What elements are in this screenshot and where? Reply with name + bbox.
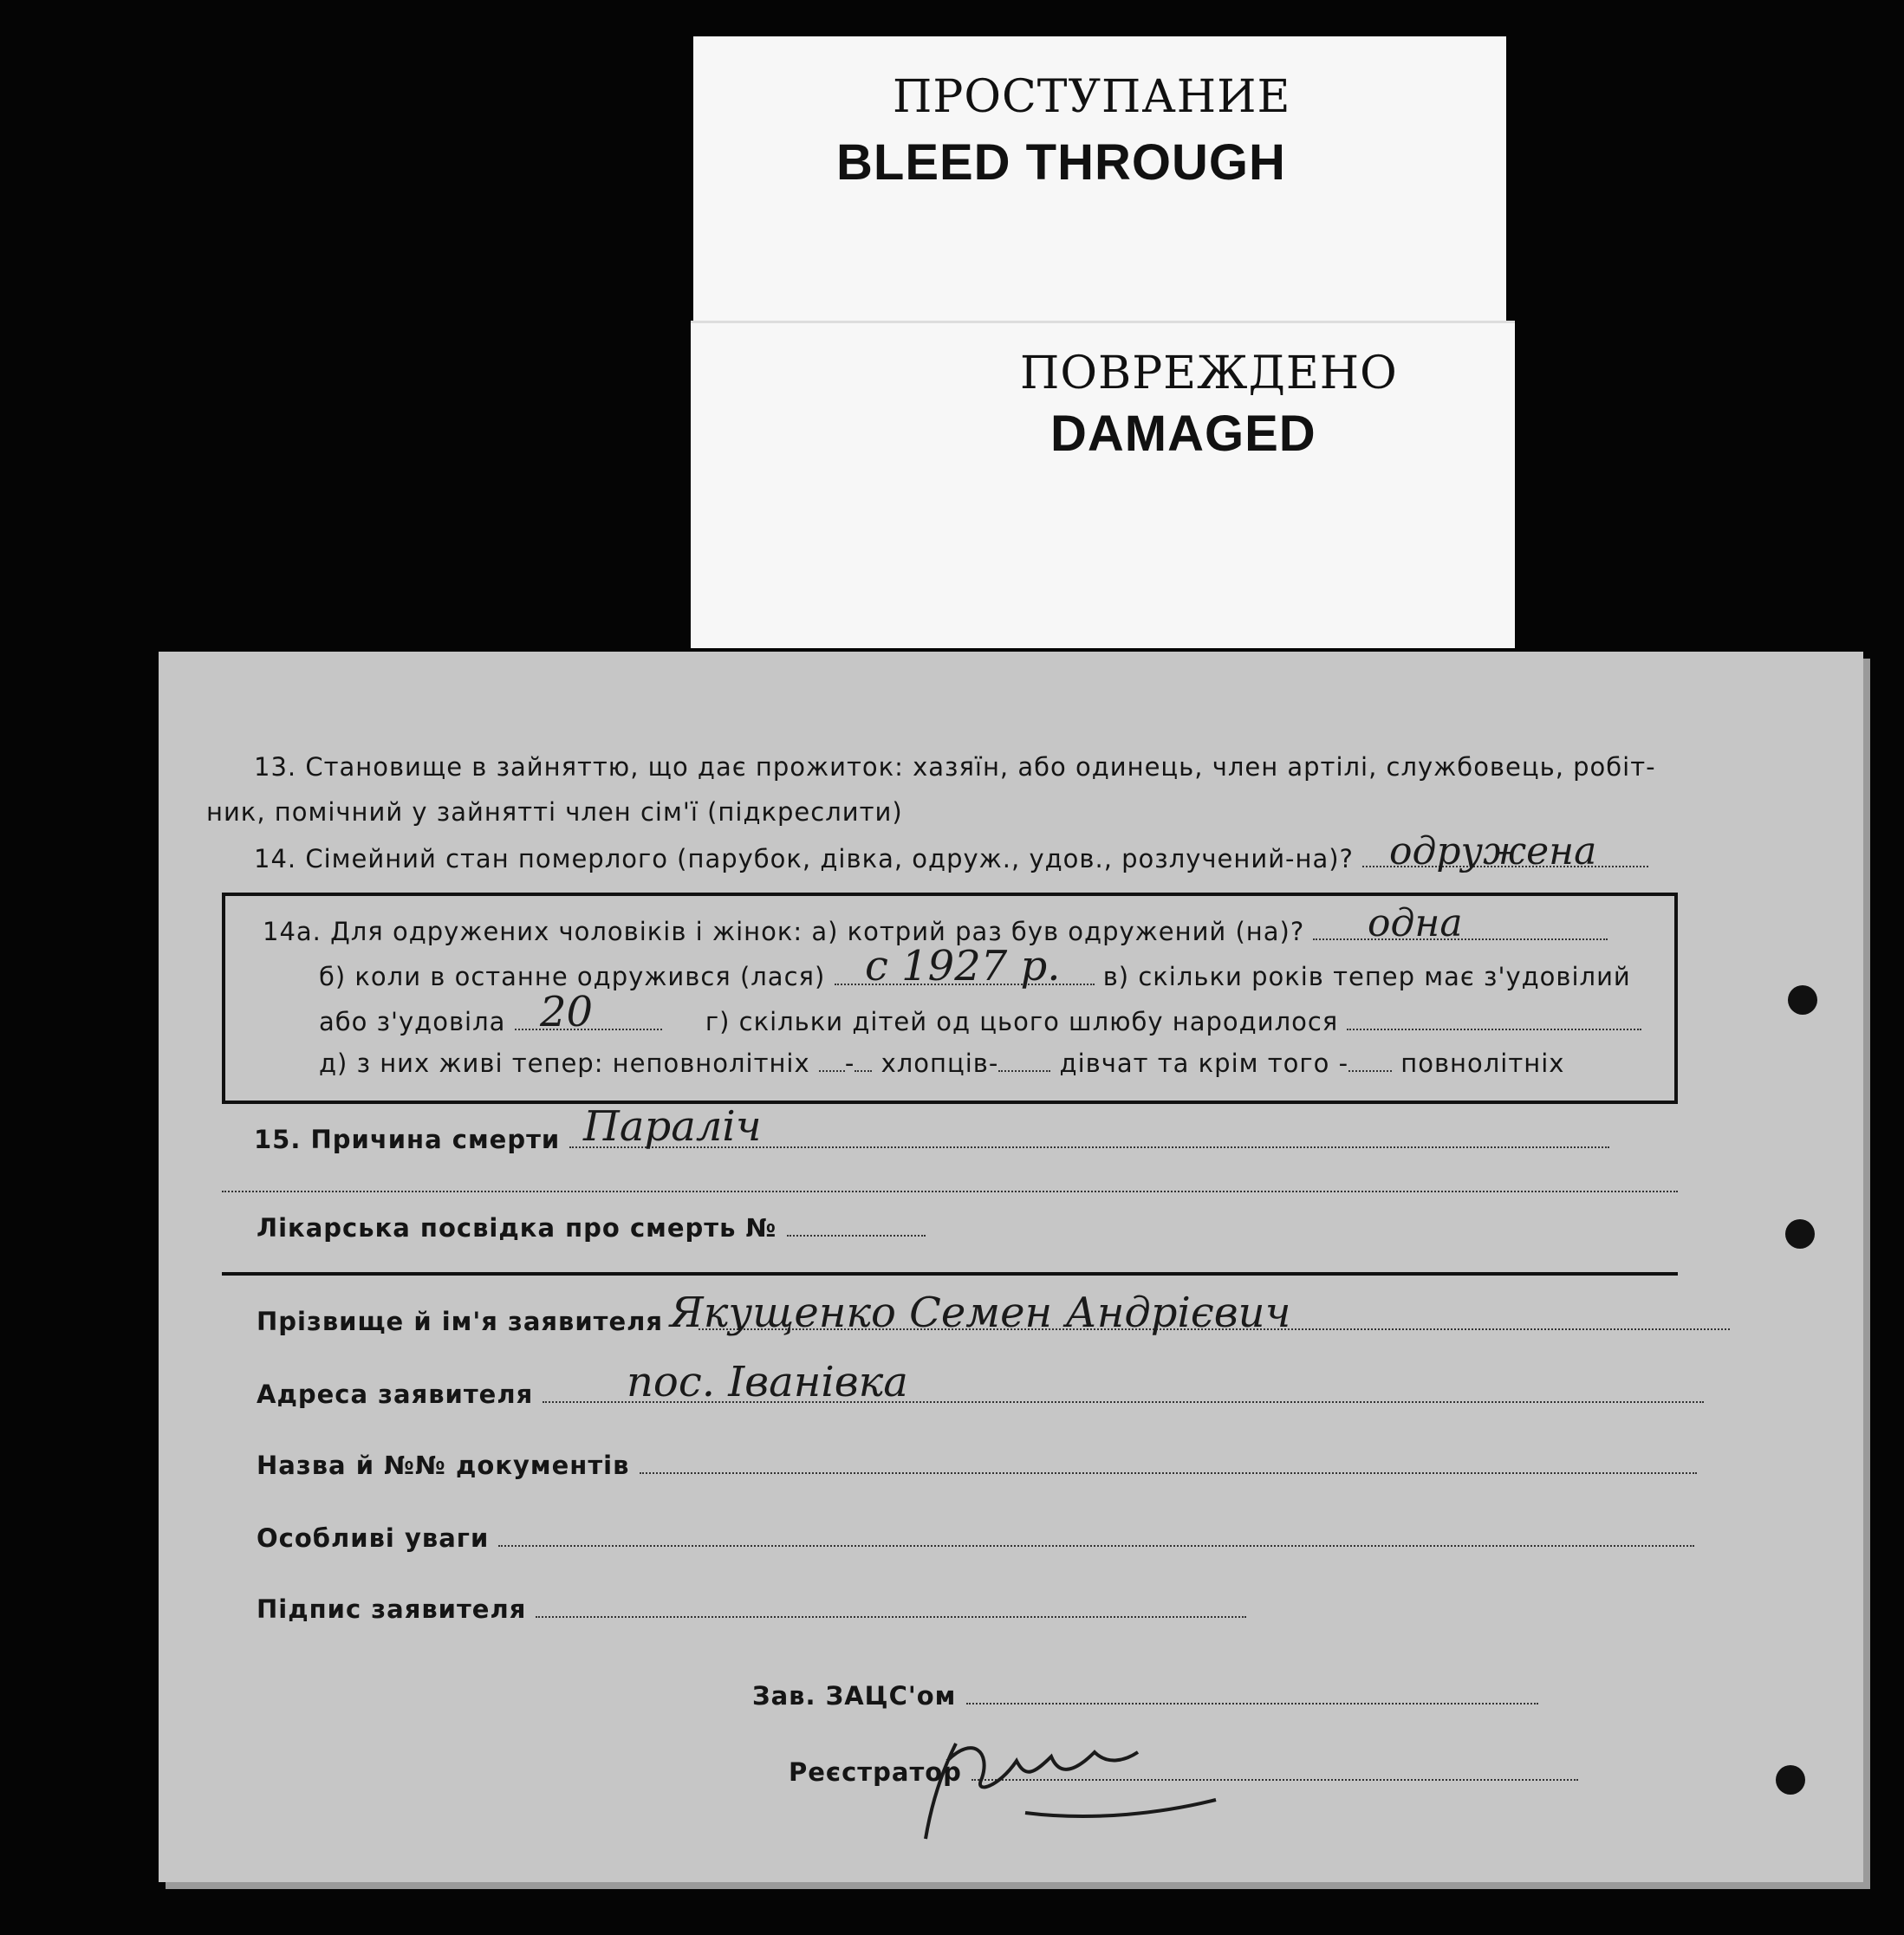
head-label: Зав. ЗАЦС'ом <box>752 1681 957 1711</box>
remarks-field <box>498 1526 1694 1547</box>
q14a-girls: дівчат та крім того <box>1059 1049 1330 1078</box>
bleed-through-ru: ПРОСТУПАНИЕ <box>893 71 1291 123</box>
q14a-value-a: одна <box>1368 901 1463 945</box>
q14a-boys: хлопців <box>881 1049 989 1078</box>
q14a-g-field <box>1347 1010 1641 1030</box>
medical-field <box>787 1216 926 1237</box>
q14a-v-label: в) скільки років тепер має з'удовілий <box>1102 962 1631 991</box>
remarks-label: Особливі уваги <box>257 1523 490 1553</box>
applicant-signature-line <box>257 1594 1246 1624</box>
bleed-through-card <box>693 36 1506 344</box>
head-line <box>752 1681 1538 1711</box>
q14a-adults: повнолітніх <box>1400 1049 1565 1078</box>
damaged-ru: ПОВРЕЖДЕНО <box>1020 347 1398 399</box>
applicant-name-value: Якущенко Семен Андрієвич <box>670 1289 1291 1337</box>
q14a-dash1: - <box>844 1049 855 1078</box>
binding-hole <box>1776 1765 1805 1795</box>
registrar-label: Реєстратор <box>789 1757 962 1787</box>
q14a-value-v: 20 <box>540 988 594 1036</box>
q14-value: одружена <box>1389 829 1597 873</box>
death-record-form <box>159 652 1863 1882</box>
q14a-v-label2: або з'удовіла <box>319 1007 506 1036</box>
q14a-line3 <box>319 1007 1641 1036</box>
documents-field <box>640 1453 1697 1474</box>
q14a-dash3: - <box>1338 1049 1349 1078</box>
q15-label-text: 15. Причина смерти <box>254 1125 561 1154</box>
q13-line1: 13. Становище в зайняттю, що дає прожиток: хазяїн, або одинець, член артілі, службовець, робіт- <box>254 752 1656 782</box>
applicant-name-label: Прізвище й ім'я заявителя <box>257 1307 664 1336</box>
remarks-line <box>257 1523 1694 1553</box>
section-divider <box>222 1272 1678 1276</box>
documents-line <box>257 1451 1697 1480</box>
q14a-line1-text: 14а. Для одружених чоловіків і жінок: а) котрий раз був одружений (на)? <box>263 917 1305 946</box>
q14a-g-label: г) скільки дітей од цього шлюбу народилося <box>705 1007 1339 1036</box>
medical-label: Лікарська посвідка про смерть № <box>257 1213 777 1243</box>
binding-hole <box>1785 1219 1815 1249</box>
q15-field-extra <box>222 1191 1678 1192</box>
q15-label <box>254 1125 1609 1154</box>
head-field <box>966 1684 1538 1704</box>
binding-hole <box>1788 985 1817 1015</box>
registrar-signature <box>921 1726 1233 1847</box>
damaged-card <box>691 321 1515 648</box>
applicant-address-value: пос. Іванівка <box>627 1358 908 1406</box>
medical-certificate-line <box>257 1213 926 1243</box>
applicant-address-line <box>257 1380 1704 1409</box>
signature-label: Підпис заявителя <box>257 1594 527 1624</box>
damaged-en: DAMAGED <box>1050 406 1316 462</box>
signature-field <box>536 1597 1246 1618</box>
q14a-line4 <box>319 1049 1564 1078</box>
applicant-address-label: Адреса заявителя <box>257 1380 534 1409</box>
q14a-b-label: б) коли в останне одружився (лася) <box>319 962 826 991</box>
q14-label-text: 14. Сімейний стан померлого (парубок, дівка, одруж., удов., розлучений-на)? <box>254 844 1354 873</box>
q13-line2: ник, помічний у зайнятті член сім'ї (підкреслити) <box>206 797 903 827</box>
bleed-through-en: BLEED THROUGH <box>836 134 1286 191</box>
documents-label: Назва й №№ документів <box>257 1451 630 1480</box>
q15-value: Параліч <box>583 1102 762 1151</box>
q14a-value-b: с 1927 р. <box>865 942 1061 990</box>
q14a-d-label: д) з них живі тепер: неповнолітніх <box>319 1049 810 1078</box>
q14a-dash2: - <box>988 1049 999 1078</box>
